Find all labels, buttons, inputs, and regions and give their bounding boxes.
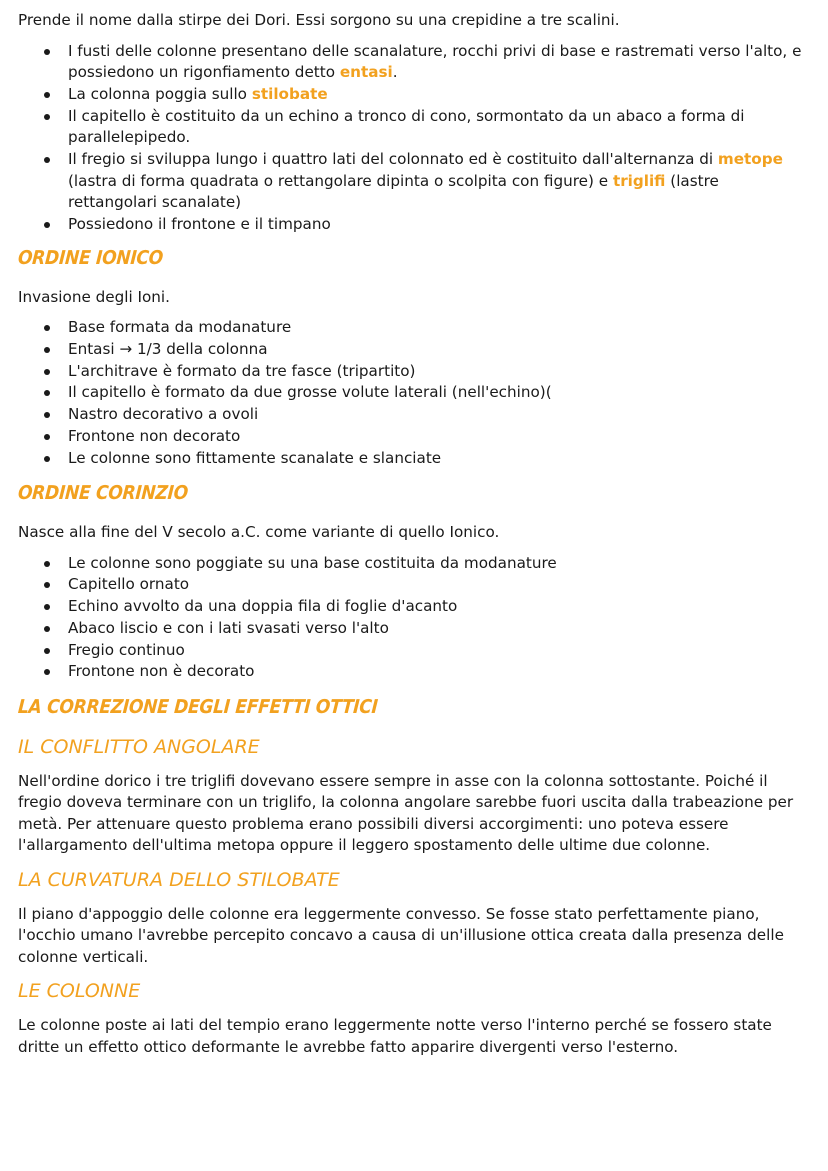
list-item: Echino avvolto da una doppia fila di foglie d'acanto xyxy=(18,596,810,618)
doric-intro: Prende il nome dalla stirpe dei Dori. Essi sorgono su una crepidine a tre scalini. xyxy=(18,11,620,29)
list-item: Frontone non è decorato xyxy=(18,661,810,683)
keyword-highlight: triglifi xyxy=(612,171,666,190)
section-heading-ionic: ORDINE IONICO xyxy=(17,246,164,269)
keyword-highlight: entasi xyxy=(339,63,393,82)
conflict-paragraph: Nell'ordine dorico i tre triglifi dovevano essere sempre in asse con la colonna sottostante. Poiché il fregio doveva terminare con un triglifo, la colonna angolare sarebbe fuori uscita dalla trabeazione per metà. Per attenuare questo problema erano possibili diversi accorgimenti: uno poteva essere l'allargamento dell'ultima metopa oppure il leggero spostamento delle ultime due colonne. xyxy=(18,771,794,855)
list-item: Il capitello è costituito da un echino a tronco di cono, sormontato da un abaco a forma di parallelepipedo. xyxy=(18,106,810,149)
list-item: Entasi → 1/3 della colonna xyxy=(18,339,810,361)
list-item: Il fregio si sviluppa lungo i quattro lati del colonnato ed è costituito dall'alternanza di metope (lastra di forma quadrata o rettangolare dipinta o scolpita con figure) e triglifi (lastre rettangolari scanalate) xyxy=(18,149,810,214)
columns-paragraph: Le colonne poste ai lati del tempio erano leggermente notte verso l'interno perché se fossero state dritte un effetto ottico deformante le avrebbe fatto apparire divergenti verso l'esterno. xyxy=(18,1016,772,1056)
corinthian-intro: Nasce alla fine del V secolo a.C. come variante di quello Ionico. xyxy=(18,523,500,542)
section-heading-optics: LA CORREZIONE DEGLI EFFETTI OTTICI xyxy=(17,695,379,718)
subheading-curvature: LA CURVATURA DELLO STILOBATE xyxy=(18,868,340,891)
list-item: Le colonne sono fittamente scanalate e slanciate xyxy=(18,448,810,470)
keyword-highlight: metope xyxy=(717,150,783,169)
doric-list xyxy=(18,41,810,236)
list-item: Fregio continuo xyxy=(18,640,810,662)
ionic-intro: Invasione degli Ioni. xyxy=(18,287,170,306)
subheading-conflict: IL CONFLITTO ANGOLARE xyxy=(18,735,260,758)
list-item: Abaco liscio e con i lati svasati verso l'alto xyxy=(18,618,810,640)
list-item: La colonna poggia sullo stilobate xyxy=(18,84,810,106)
list-item: Nastro decorativo a ovoli xyxy=(18,404,810,426)
list-item: Frontone non decorato xyxy=(18,426,810,448)
list-item: I fusti delle colonne presentano delle scanalature, rocchi privi di base e rastremati verso l'alto, e possiedono un rigonfiamento detto entasi. xyxy=(18,41,810,84)
keyword-highlight: stilobate xyxy=(251,84,328,103)
curvature-paragraph: Il piano d'appoggio delle colonne era leggermente convesso. Se fosse stato perfettamente piano, l'occhio umano l'avrebbe percepito concavo a causa di un'illusione ottica creata dalla presenza delle colonne verticali. xyxy=(18,904,784,966)
list-item: L'architrave è formato da tre fasce (tripartito) xyxy=(18,361,810,383)
section-heading-corinthian: ORDINE CORINZIO xyxy=(17,482,189,505)
list-item: Possiedono il frontone e il timpano xyxy=(18,214,810,236)
corinthian-list xyxy=(18,553,810,683)
ionic-list xyxy=(18,317,810,469)
list-item: Capitello ornato xyxy=(18,574,810,596)
list-item: Le colonne sono poggiate su una base costituita da modanature xyxy=(18,553,810,575)
list-item: Base formata da modanature xyxy=(18,317,810,339)
subheading-columns: LE COLONNE xyxy=(18,980,141,1003)
list-item: Il capitello è formato da due grosse volute laterali (nell'echino)( xyxy=(18,382,810,404)
